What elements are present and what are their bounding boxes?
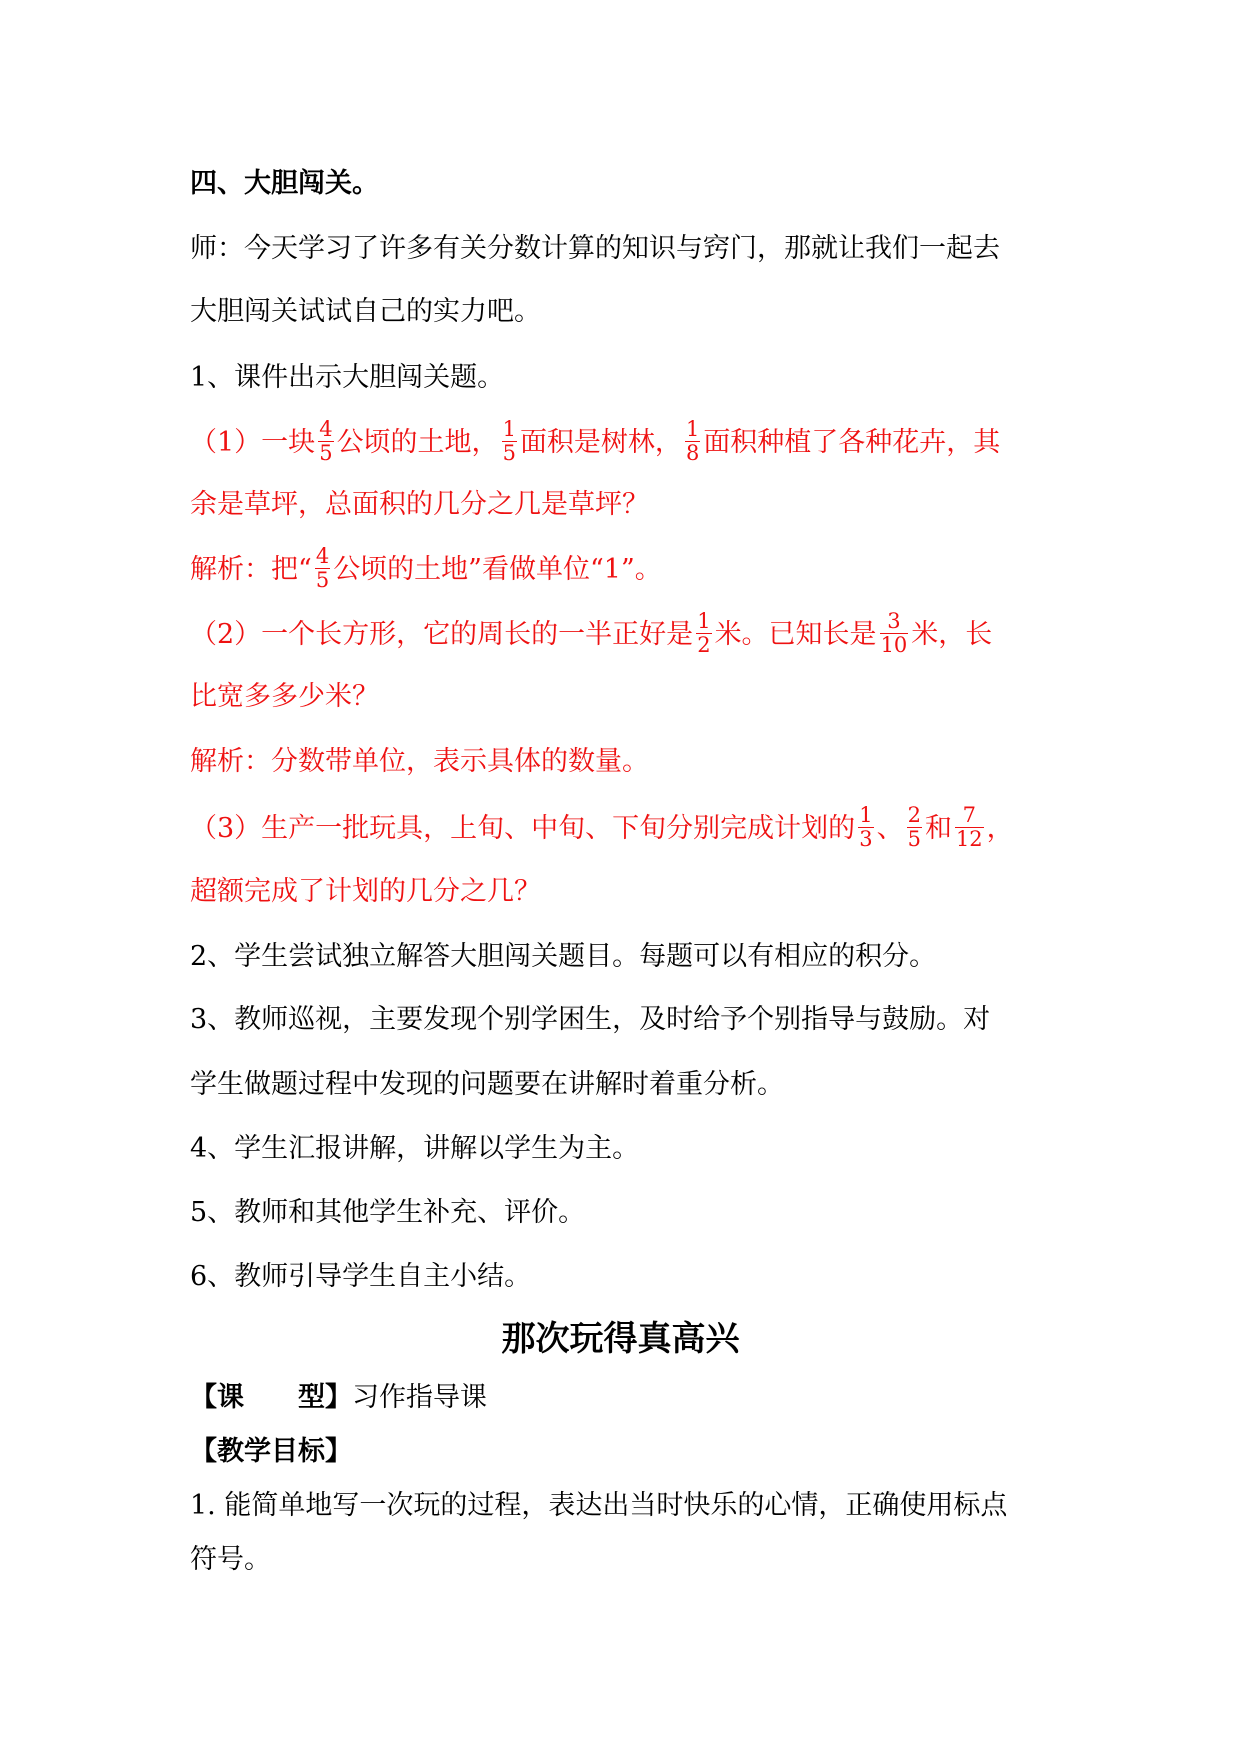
fraction-denominator: 8 [685, 441, 700, 465]
fraction-numerator: 1 [859, 803, 873, 827]
q1-text-c: 面积是树林， [519, 427, 682, 458]
q2-text-c: 米，长 [911, 619, 993, 650]
fraction-denominator: 5 [907, 827, 921, 851]
step-4: 4、学生汇报讲解，讲解以学生为主。 [190, 1133, 640, 1164]
fraction-numerator: 2 [907, 803, 921, 827]
fraction-numerator: 1 [697, 609, 711, 633]
q3-text-d: ， [986, 813, 1014, 844]
lesson-title: 那次玩得真高兴 [501, 1319, 740, 1359]
section-heading: 四、大胆闯关。 [190, 168, 379, 199]
q1-text-d: 面积种植了各种花卉，其 [703, 427, 1001, 458]
q1-text-a: （1）一块 [190, 427, 316, 458]
fraction-numerator: 7 [955, 804, 984, 828]
lesson-type-label: 【课 型】 [190, 1382, 352, 1413]
q1-analysis-text-a: 解析：把“ [190, 554, 312, 585]
q3-text-b: 、 [876, 813, 904, 844]
question-2-analysis: 解析：分数带单位，表示具体的数量。 [190, 746, 649, 777]
fraction-denominator: 5 [319, 441, 333, 465]
fraction-7-12 [955, 804, 984, 851]
fraction-denominator: 10 [880, 633, 908, 657]
question-2-line-2: 比宽多多少米？ [190, 681, 379, 712]
objectives-label: 【教学目标】 [190, 1436, 352, 1467]
q2-text-b: 米。已知长是 [714, 619, 877, 650]
fraction-1-5 [502, 418, 517, 465]
fraction-denominator: 5 [502, 441, 516, 465]
fraction-numerator: 3 [880, 610, 909, 634]
fraction-1-2 [696, 610, 711, 657]
lesson-type-value: 习作指导课 [352, 1382, 487, 1413]
objective-1-line-1: 1. 能简单地写一次玩的过程，表达出当时快乐的心情，正确使用标点 [190, 1490, 1008, 1521]
question-2-line-1 [190, 609, 1060, 659]
fraction-1-8 [685, 418, 700, 465]
fraction-numerator: 4 [315, 544, 330, 568]
fraction-denominator: 5 [315, 568, 330, 592]
fraction-4-5 [315, 545, 330, 592]
step-3-line-2: 学生做题过程中发现的问题要在讲解时着重分析。 [190, 1069, 784, 1100]
fraction-denominator: 3 [859, 827, 873, 851]
step-1: 1、课件出示大胆闯关题。 [190, 362, 505, 393]
question-1-line-1 [190, 417, 1060, 467]
q1-text-b: 公顷的土地， [336, 427, 499, 458]
question-3-line-2: 超额完成了计划的几分之几？ [190, 876, 541, 907]
lesson-type [190, 1378, 1060, 1418]
fraction-2-5 [907, 804, 922, 851]
teacher-intro-line-2: 大胆闯关试试自己的实力吧。 [190, 296, 541, 327]
step-6: 6、教师引导学生自主小结。 [190, 1261, 532, 1292]
question-3-line-1 [190, 803, 1060, 853]
q3-text-c: 和 [924, 813, 952, 844]
question-1-analysis [190, 544, 1060, 594]
step-5: 5、教师和其他学生补充、评价。 [190, 1197, 586, 1228]
fraction-4-5 [318, 418, 333, 465]
step-2: 2、学生尝试独立解答大胆闯关题目。每题可以有相应的积分。 [190, 941, 937, 972]
q1-analysis-text-b: 公顷的土地”看做单位“1”。 [333, 554, 662, 585]
q3-text-a: （3）生产一批玩具，上旬、中旬、下旬分别完成计划的 [190, 813, 856, 844]
fraction-denominator: 2 [697, 633, 711, 657]
fraction-numerator: 4 [319, 417, 333, 441]
fraction-denominator: 12 [955, 827, 983, 851]
objective-1-line-2: 符号。 [190, 1544, 271, 1575]
teacher-intro-line-1: 师：今天学习了许多有关分数计算的知识与窍门，那就让我们一起去 [190, 233, 1000, 264]
step-3-line-1: 3、教师巡视，主要发现个别学困生，及时给予个别指导与鼓励。对 [190, 1004, 991, 1035]
fraction-numerator: 1 [502, 417, 516, 441]
question-1-line-2: 余是草坪，总面积的几分之几是草坪？ [190, 489, 649, 520]
fraction-1-3 [858, 804, 873, 851]
fraction-numerator: 1 [685, 417, 700, 441]
q2-text-a: （2）一个长方形，它的周长的一半正好是 [190, 619, 694, 650]
fraction-3-10 [880, 610, 909, 657]
